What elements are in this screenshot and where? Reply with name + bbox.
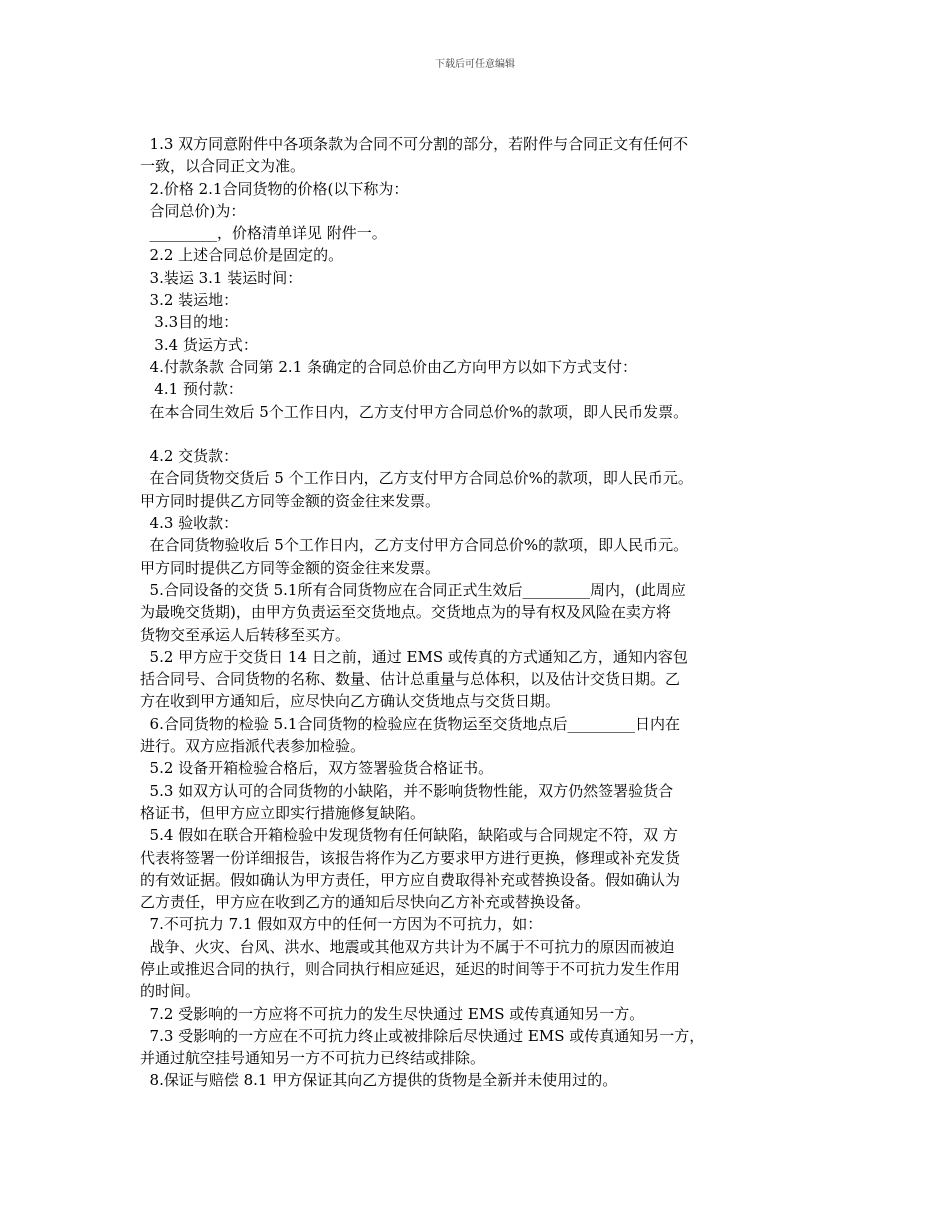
- text-line: 的有效证据。假如确认为甲方责任，甲方应自费取得补充或替换设备。假如确认为: [140, 870, 681, 889]
- text-line: 为最晚交货期)，由甲方负责运至交货地点。交货地点为的导有权及风险在卖方将: [140, 603, 671, 622]
- text-line: 5.2 设备开箱检验合格后，双方签署验货合格证书。: [140, 759, 494, 778]
- text-line: 的时间。: [140, 982, 201, 1001]
- text-line: 货物交至承运人后转移至买方。: [140, 625, 351, 644]
- text-line: 乙方责任，甲方应在收到乙方的通知后尽快向乙方补充或替换设备。: [140, 893, 591, 912]
- text-line: 3.4 货运方式：: [140, 335, 258, 354]
- text-line: 并通过航空挂号通知另一方不可抗力已终结或排除。: [140, 1049, 486, 1068]
- text-line: 1.3 双方同意附件中各项条款为合同不可分割的部分，若附件与合同正文有任何不: [140, 135, 689, 153]
- text-line: 5.3 如双方认可的合同货物的小缺陷，并不影响货物性能，双方仍然签署验货合: [140, 781, 674, 800]
- text-line: 7.2 受影响的一方应将不可抗力的发生尽快通过 EMS 或传真通知另一方。: [140, 1004, 645, 1023]
- text-line: 2.2 上述合同总价是固定的。: [140, 246, 344, 265]
- text-line: 5.合同设备的交货 5.1所有合同货物应在合同正式生效后_________周内，(此周应: [140, 580, 686, 599]
- text-line: 格证书，但甲方应立即实行措施修复缺陷。: [140, 803, 426, 822]
- text-line: 进行。双方应指派代表参加检验。: [140, 737, 366, 756]
- text-line: 3.3目的地：: [140, 313, 239, 332]
- text-line: 在合同货物验收后 5个工作日内，乙方支付甲方合同总价%的款项，即人民币元。: [140, 536, 689, 555]
- text-line: 4.1 预付款：: [140, 380, 243, 399]
- text-line: 4.付款条款 合同第 2.1 条确定的合同总价由乙方向甲方以如下方式支付：: [140, 357, 638, 376]
- page-header: 下载后可任意编辑: [435, 59, 515, 70]
- text-line: 5.2 甲方应于交货日 14 日之前，通过 EMS 或传真的方式通知乙方，通知内容包: [140, 647, 688, 666]
- text-line: 5.4 假如在联合开箱检验中发现货物有任何缺陷，缺陷或与合同规定不符，双 方: [140, 826, 678, 845]
- text-line: 战争、火灾、台风、洪水、地震或其他双方共计为不属于不可抗力的原因而被迫: [140, 937, 675, 956]
- text-line: 3.装运 3.1 装运时间：: [140, 268, 303, 287]
- text-line: 4.3 验收款：: [140, 514, 239, 533]
- text-line: _________，价格清单详见 附件一。: [140, 224, 387, 243]
- text-line: 方在收到甲方通知后，应尽快向乙方确认交货地点与交货日期。: [140, 692, 561, 711]
- text-line: 甲方同时提供乙方同等金额的资金往来发票。: [140, 491, 441, 510]
- text-line: 2.价格 2.1合同货物的价格(以下称为：: [140, 179, 409, 198]
- text-line: 3.2 装运地：: [140, 291, 239, 310]
- text-line: 4.2 交货款：: [140, 447, 239, 466]
- text-line: 代表将签署一份详细报告，该报告将作为乙方要求甲方进行更换，修理或补充发货: [140, 848, 681, 867]
- text-line: 6.合同货物的检验 5.1合同货物的检验应在货物运至交货地点后_________日内在: [140, 714, 680, 733]
- text-line: 停止或推迟合同的执行，则合同执行相应延迟，延迟的时间等于不可抗力发生作用: [140, 959, 681, 978]
- text-line: 在合同货物交货后 5 个工作日内，乙方支付甲方合同总价%的款项，即人民币元。: [140, 469, 693, 488]
- text-line: 在本合同生效后 5个工作日内，乙方支付甲方合同总价%的款项，即人民币发票。: [140, 402, 689, 421]
- text-line: 8.保证与赔偿 8.1 甲方保证其向乙方提供的货物是全新并未使用过的。: [140, 1071, 618, 1090]
- document-body: [140, 133, 815, 1092]
- text-line: 7.3 受影响的一方应在不可抗力终止或被排除后尽快通过 EMS 或传真通知另一方，: [140, 1026, 705, 1045]
- blank-line: [140, 423, 815, 445]
- text-line: 合同总价)为：: [140, 201, 246, 220]
- text-line: 甲方同时提供乙方同等金额的资金往来发票。: [140, 558, 441, 577]
- text-line: 括合同号、合同货物的名称、数量、估计总重量与总体积，以及估计交货日期。乙: [140, 670, 681, 689]
- text-line: 7.不可抗力 7.1 假如双方中的任何一方因为不可抗力，如：: [140, 915, 543, 934]
- text-line: 一致，以合同正文为准。: [140, 157, 306, 176]
